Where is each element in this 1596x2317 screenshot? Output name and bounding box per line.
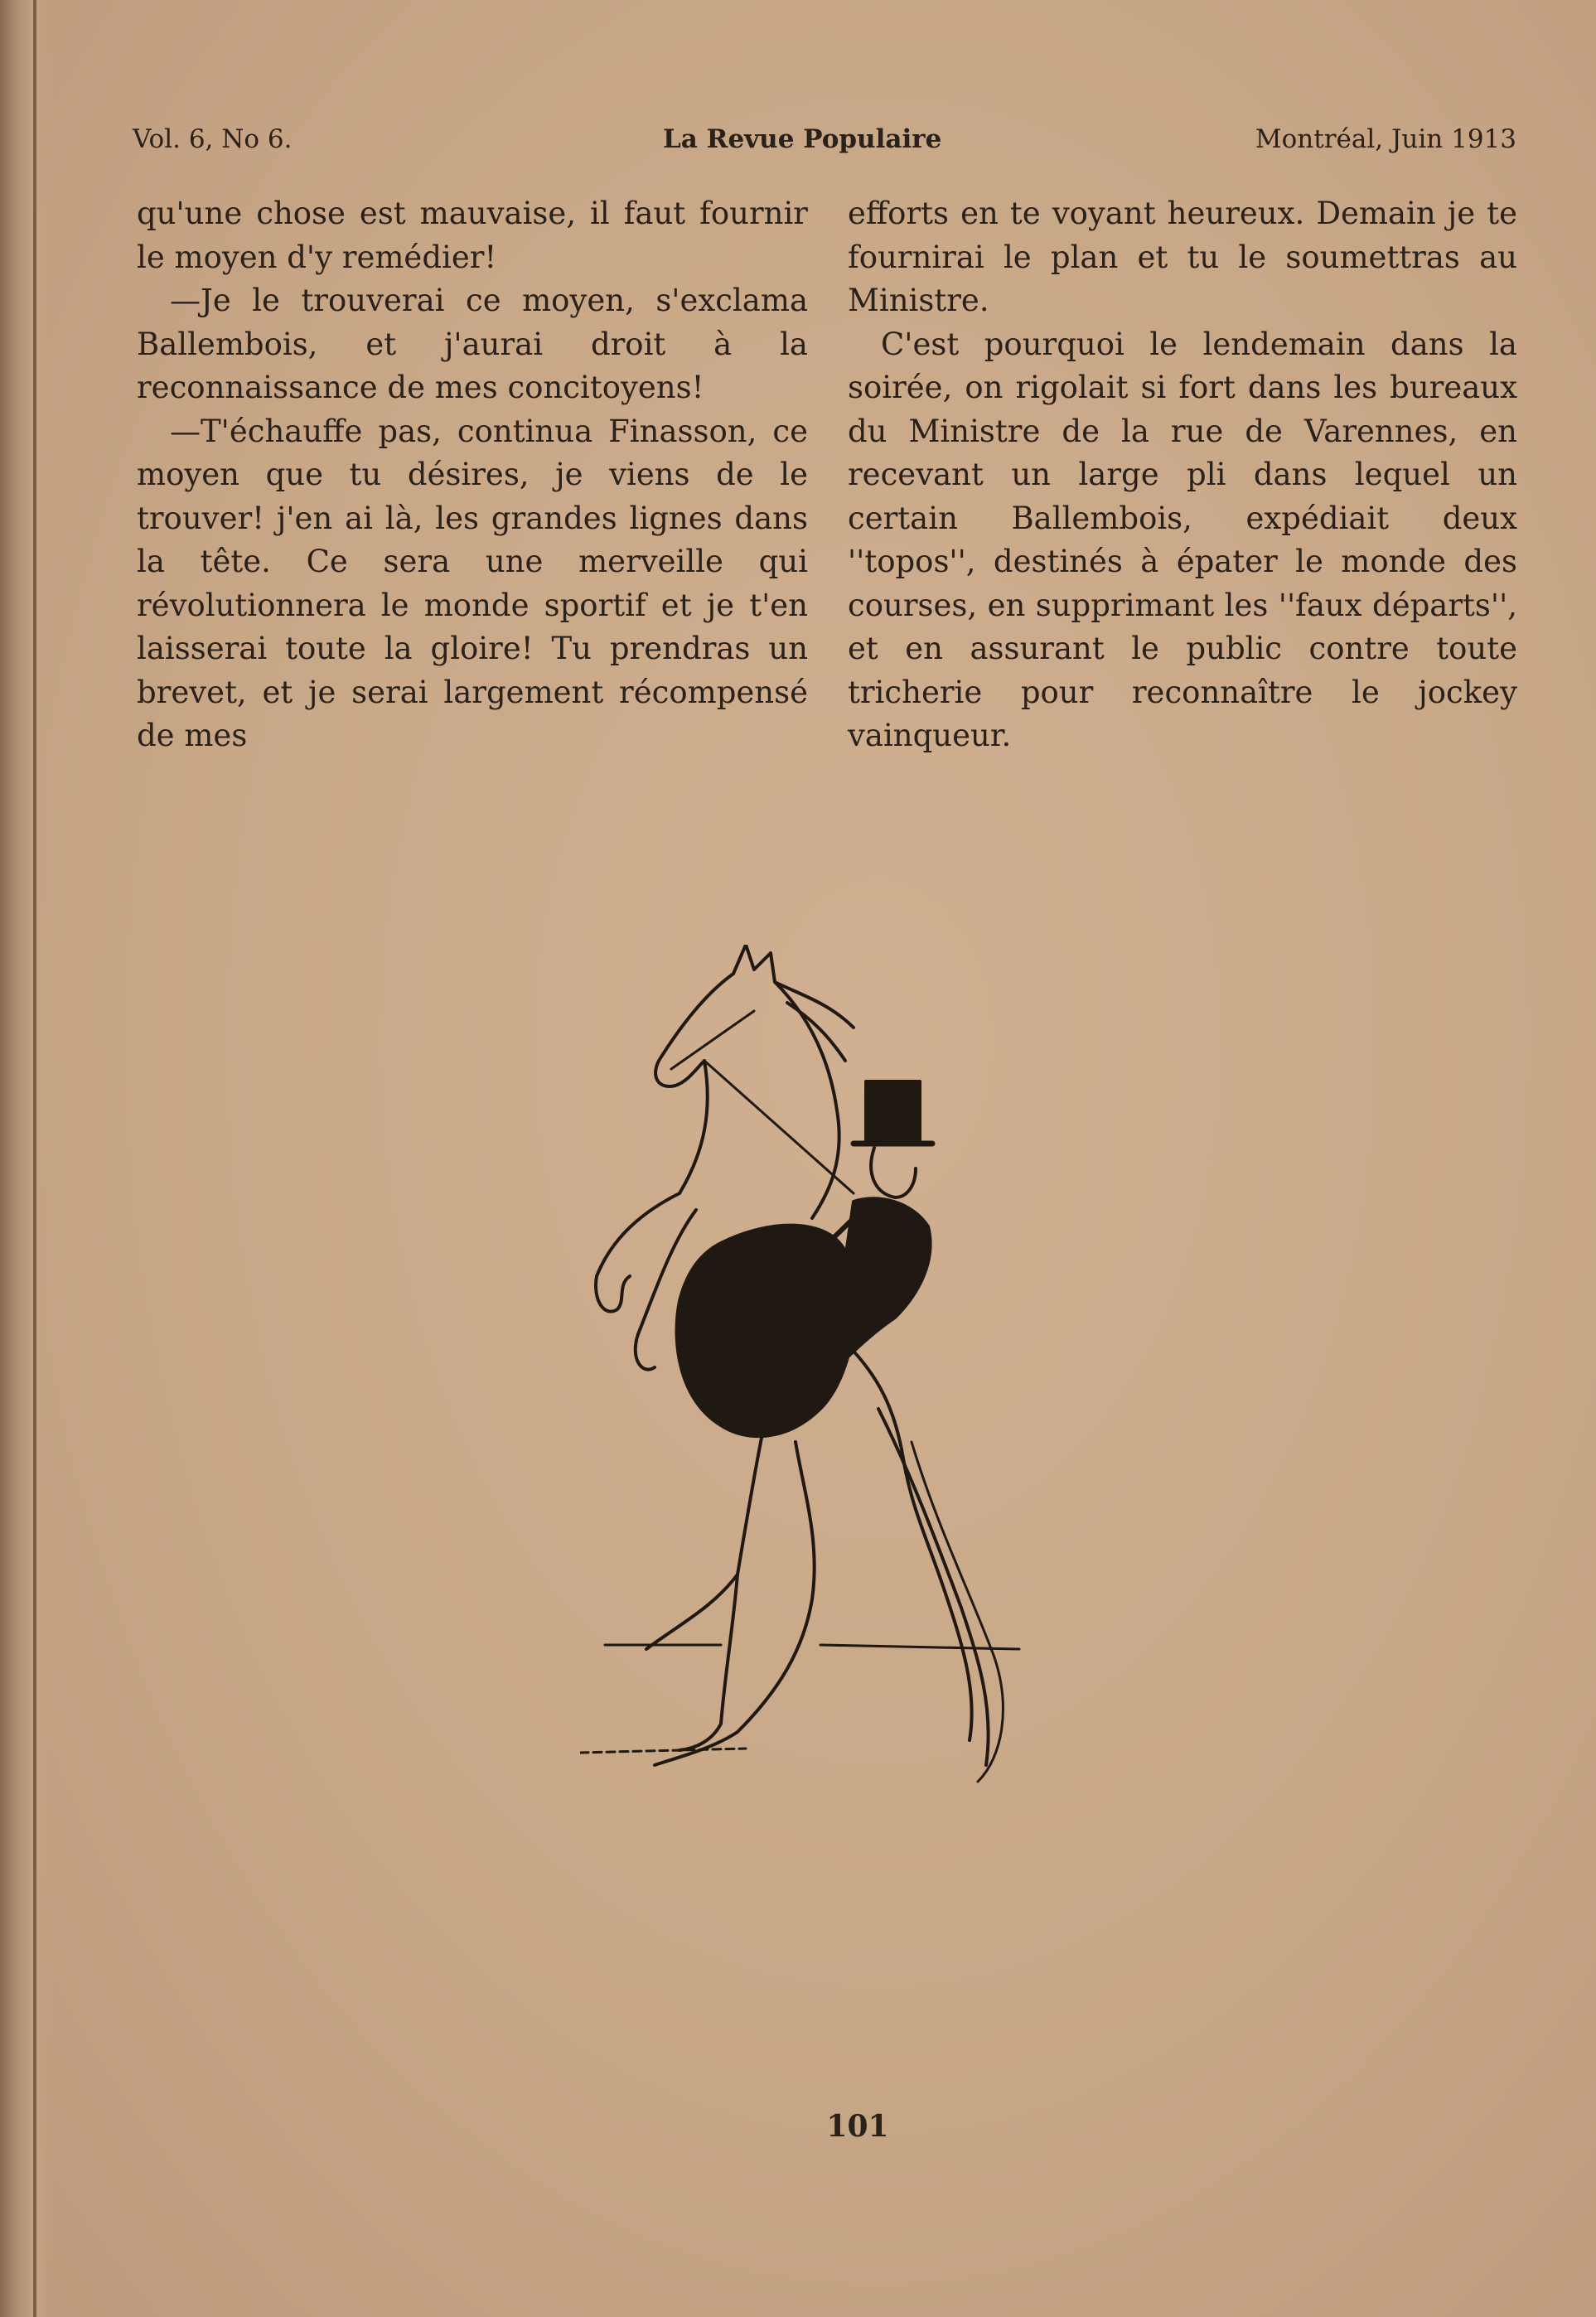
paragraph: —T'échauffe pas, continua Finasson, ce moyen que tu désires, je viens de le trouver! j'en ai là, les grandes lignes dans la tête. Ce sera une merveille qui révolutionnera le monde sportif et je t'en laisserai toute la gloire! Tu prendras un brevet, et je serai largement récompensé de mes xyxy=(137,413,808,753)
header-volume: Vol. 6, No 6. xyxy=(133,124,293,154)
header-title: La Revue Populaire xyxy=(663,124,942,154)
page-number: 101 xyxy=(826,2109,889,2144)
paragraph: qu'une chose est mauvaise, il faut fournir le moyen d'y remédier! xyxy=(137,196,808,275)
page-binding-shadow xyxy=(0,0,50,2317)
paragraph: efforts en te voyant heureux. Demain je te fournirai le plan et tu le soumettras au Ministre. xyxy=(848,196,1517,318)
header-place-date: Montréal, Juin 1913 xyxy=(1255,124,1516,154)
running-header xyxy=(133,124,1516,166)
rearing-horse-illustration xyxy=(580,945,1094,1889)
paragraph: —Je le trouverai ce moyen, s'exclama Ballembois, et j'aurai droit à la reconnaissance de mes concitoyens! xyxy=(137,283,808,405)
paragraph: C'est pourquoi le lendemain dans la soirée, on rigolait si fort dans les bureaux du Ministre de la rue de Varennes, en recevant un large pli dans lequel un certain Ballembois, expédiait deux ''topos'', destinés à épater le monde des courses, en supprimant les ''faux départs'', et en assurant le public contre toute tricherie pour reconnaître le jockey vainqueur. xyxy=(848,326,1517,753)
text-column-left xyxy=(137,192,808,758)
binding-edge xyxy=(33,0,36,2317)
text-column-right xyxy=(848,192,1517,758)
